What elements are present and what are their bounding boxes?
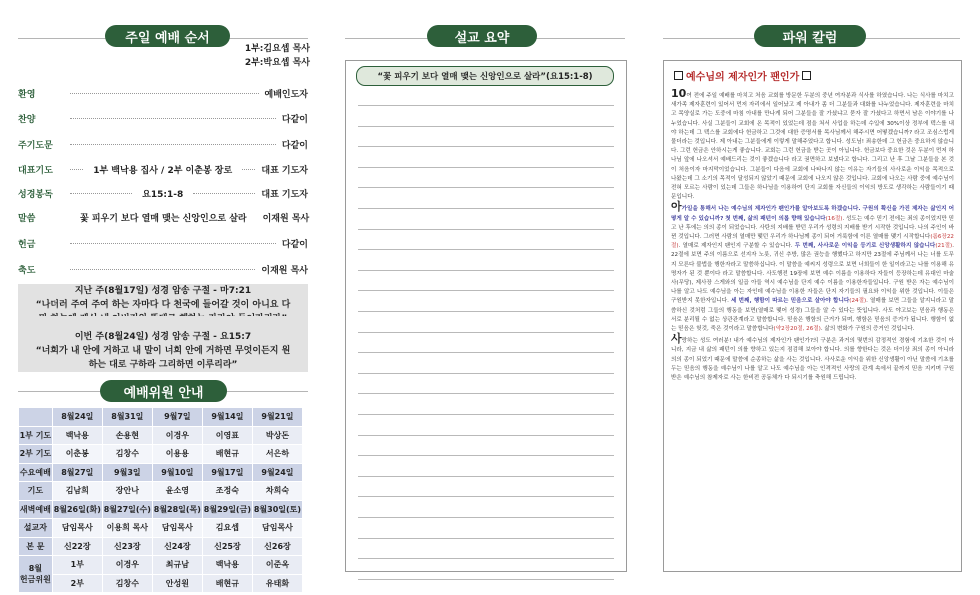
pastor-list [238,42,310,70]
note-line [358,455,614,456]
staff-row [19,463,303,482]
order-label: 성경봉독 [18,189,53,200]
staff-cell: 이용용 [152,445,202,464]
note-line [358,311,614,312]
greeter-role: 8월 헌금위원 [19,556,53,593]
order-leader: 다같이 [281,114,308,125]
note-line [358,105,614,106]
staff-cell: 조정숙 [202,482,252,501]
staff-table [18,407,303,593]
staff-cell: 9월7일 [152,408,202,427]
staff-cell: 9월14일 [202,408,252,427]
memory-verse-text: “너희가 내 안에 거하고 내 말이 너희 안에 거하면 무엇이든지 원하는 대로 구하라 그리하면 이루리라” [35,346,291,370]
order-leader: 다같이 [281,140,308,151]
staff-cell: 차희숙 [252,482,302,501]
scripture-ref: (21절) [935,243,953,250]
worship-order-row [18,162,308,176]
staff-cell: 8월27일(수) [102,500,152,519]
dot-leader [242,169,255,170]
note-line [358,373,614,374]
memory-verse-last-week [18,284,308,316]
column-heading [671,68,814,83]
staff-cell: 이경우 [152,426,202,445]
paragraph-text: . 열매로 제자인지 팬인지 구분할 수 있습니다. [678,243,795,250]
column-paragraph [671,334,954,383]
staff-cell: 1부 기도 [19,426,53,445]
note-line [358,290,614,291]
order-detail: 요15:1-8 [142,189,184,200]
dot-leader [193,193,255,194]
column-paragraph [671,89,954,202]
drop-cap: 아 [671,200,682,214]
note-line [358,435,614,436]
staff-cell: 설교자 [19,519,53,538]
staff-cell: 8월27일 [52,463,102,482]
staff-cell: 신22장 [52,537,102,556]
note-line [358,558,614,559]
staff-cell: 손용현 [102,426,152,445]
worship-order-row [18,86,308,100]
paragraph-text: . 열매를 보면 그들을 알지니라고 말씀하신 것처럼 그들의 행동을 보면(열매로 맺어 성경) 그들을 알 수 있다는 뜻입니다. 사도 야고보는 믿음과 행동은 서로 분리될 수 없는 상관관계라고 말씀합니다. 믿음은 행함의 근거가 되며, 행함은 믿음의 증거가 됩니다. 행함이 없는 믿음은 헛것, 죽은 것이라고 말씀합니다 [671,298,954,333]
staff-cell: 유태화 [252,574,302,593]
staff-cell: 장안나 [102,482,152,501]
staff-cell: 서은하 [252,445,302,464]
note-line [358,208,614,209]
staff-cell: 8월24일 [52,408,102,427]
order-label: 말씀 [18,213,36,224]
staff-cell: 김남희 [52,482,102,501]
staff-cell: 9월21일 [252,408,302,427]
staff-cell: 8월30일(토) [252,500,302,519]
staff-cell: 담임목사 [152,519,202,538]
column-article [663,60,962,572]
order-label: 찬양 [18,114,36,125]
staff-row [19,426,303,445]
staff-cell: 신26장 [252,537,302,556]
staff-cell: 2부 [52,574,102,593]
highlight-text: 두 번째, 사사로운 이익을 등기로 신앙생활하지 않습니다 [794,243,936,250]
note-line [358,538,614,539]
square-bullet-icon [802,71,811,80]
staff-cell: 백낙용 [202,556,252,575]
staff-cell: 김창수 [102,445,152,464]
staff-cell: 기도 [19,482,53,501]
staff-row [19,574,303,593]
staff-cell: 담임목사 [52,519,102,538]
memory-verse-heading: 이번 주(8월24일) 성경 암송 구절 - 요15:7 [74,332,252,342]
highlight-text: 가일을 통해서 나는 예수님의 제자인가 팬인가를 알아보도록 하겠습니다. 구원의 확신을 가진 제자는 삶인지 어떻게 알 수 있습니까? 첫 번째, 삶의 패턴이 의롭 향해 있습니다 [671,206,954,222]
staff-cell: 8월28일(목) [152,500,202,519]
order-label: 대표기도 [18,165,53,176]
staff-cell: 1부 [52,556,102,575]
order-label: 축도 [18,265,36,276]
sermon-title: 설교 요약 [427,25,537,47]
sermon-notes-box [345,60,627,572]
staff-cell: 이경우 [102,556,152,575]
column-heading-text: 예수님의 제자인가 팬인가 [686,72,800,83]
order-detail: 1부 백낙용 집사 / 2부 이춘봉 장로 [93,165,233,176]
note-line [358,229,614,230]
staff-cell: 담임목사 [252,519,302,538]
memory-verse-spacer [18,316,308,330]
dot-leader [70,144,276,145]
dot-leader [70,169,83,170]
column-body [671,89,954,383]
worship-order-row [18,236,308,250]
memory-verse-text: “나더러 주여 주여 하는 자마다 다 천국에 들어갈 것이 아니요 다 [35,300,291,310]
order-label: 환영 [18,89,36,100]
order-leader: 대표 기도자 [261,189,308,200]
worship-order-row [18,186,308,200]
order-leader: 대표 기도자 [261,165,308,176]
square-bullet-icon [674,71,683,80]
staff-row [19,500,303,519]
order-leader: 이재원 목사 [261,265,308,276]
drop-cap: 사 [671,332,682,346]
staff-row [19,556,303,575]
staff-cell: 배현규 [202,445,252,464]
note-line [358,496,614,497]
dot-leader [70,243,276,244]
staff-cell: 9월3일 [102,463,152,482]
note-line [358,270,614,271]
staff-cell: 신25장 [202,537,252,556]
memory-verse-this-week [18,330,308,372]
dot-leader [70,93,259,94]
order-label: 주기도문 [18,140,53,151]
scripture-ref: (약2장20절, 26절) [773,326,821,333]
staff-cell: 본 문 [19,537,53,556]
staff-cell: 신24장 [152,537,202,556]
dot-leader [70,193,132,194]
note-line [358,249,614,250]
note-line [358,146,614,147]
worship-order-row [18,210,308,224]
order-leader: 다같이 [281,239,308,250]
staff-corner [19,408,53,427]
paragraph-text: 여 전에 주일 예배를 마치고 처음 교회를 방문한 두분의 중년 여자분과 식사를 하였습니다. 나는 식사를 마치고 새가족 제자훈련이 있어서 먼저 자리에서 일어났고 제 아내가 좀 더 그분들과 대화를 나누었습니다. 제자훈련을 마치고 목양실로 가는 도중에 마침 아내를 만나게 되어 그분들을 잘 가셨냐고 묻자 잘 가셨다고 하면서 남은 이야기를 나누었습니다. 사실 그분들이 교회에 온 목적이 있었는데 점을 쳐서 사업을 하는데 수입에 30%이상 정부에 텍스를 내야 하는데 그 텍스를 교회에다 헌금하고 그것에 대한 증명서를 목사님께서 해주시면 어떻겠습니까? 라고 조심스럽게 물더라는 것입니다. 제 아내는 그분들에게 이렇게 말해주었다고 합니다. 성도님! 죄송한데 그 헌금은 중요하지 않습니다. 그런 헌금은 안하시는게 좋습니다. 교회는 그런 헌금을 받는 곳이 아닙니다. 헌금보다 중요한 것은 두분이 먼저 하나님 앞에 나오셔서 예배드리는 것이 좋겠습니다 라고 권면하고 보냈다고 합니다. 그리고 난 후 그날 그분들을 본 것이 처음이자 마지막이었습니다. 그분들이 다음에 교회에 나타나지 않는 이유는 자기들의 사사로운 이익을 목적으로 나왔는데 그 소기의 목적이 달성되지 않았기 때문에 교회에 나오지 않은 것입니다. 교회에 나오는 사람 중에 예수님이 전혀 모르는 사람이 있는데 그들은 하나님을 이용하여 단지 교회를 자신들의 이익의 방도로 생각하는 사람들이기 때문입니다. [671,93,955,201]
note-line [358,476,614,477]
staff-cell: 배현규 [202,574,252,593]
staff-row [19,519,303,538]
staff-cell: 이용희 목사 [102,519,152,538]
staff-cell: 이춘봉 [52,445,102,464]
note-line [358,126,614,127]
note-line [358,414,614,415]
scripture-ref: (롬6장22절) [671,234,954,250]
staff-cell: 8월31일 [102,408,152,427]
staff-cell: 최규남 [152,556,202,575]
order-leader: 예배인도자 [264,89,308,100]
note-line [358,517,614,518]
paragraph-text: 랑하는 성도 여러분! 내가 예수님의 제자인가 팬인가?의 구분은 과거의 몇번의 감정적인 경험에 기초한 것이 아니라, 지금 내 삶의 패턴이 의를 향하고 있는지 점검해 보아야 합니다. 의를 향한다는 것은 더이상 죄의 종이 아니라 의의 종이 되었기 때문에 말씀에 순종하는 삶을 사는 것입니다. 사사로운 이익을 위한 신앙생활이 아닌 말씀에 기초를 두는 믿음의 행동을 예수님이 나를 알고 나도 예수님을 아는 인격적인 사랑의 관계 속에서 끝까지 믿음 지키며 구원 받은 예수님의 참제자로 사는 한비전 공동체가 다 되시기를 축원해 드립니다. [671,338,954,382]
column-paragraph [671,202,954,334]
note-line [358,352,614,353]
scripture-ref: (24절) [849,298,867,305]
staff-cell: 수요예배 [19,463,53,482]
worship-title: 주일 예배 순서 [105,25,230,47]
staff-cell: 안성원 [152,574,202,593]
staff-row [19,537,303,556]
order-label: 헌금 [18,239,36,250]
paragraph-text: . 삶의 변화가 구원의 증거인 것입니다. [820,326,915,333]
staff-cell: 윤소영 [152,482,202,501]
staff-cell: 9월10일 [152,463,202,482]
pastor-1: 1부:김요셉 목사 [244,44,310,54]
dot-leader [70,118,276,119]
pastor-2: 2부:박요셉 목사 [244,58,310,68]
staff-cell: 백낙용 [52,426,102,445]
order-leader: 이재원 목사 [262,213,310,224]
staff-title: 예배위원 안내 [100,380,227,402]
staff-cell: 김요셉 [202,519,252,538]
dot-leader [70,269,255,270]
note-line [358,167,614,168]
staff-cell: 이준옥 [252,556,302,575]
note-line [358,332,614,333]
order-detail: 꽃 피우기 보다 열매 맺는 신앙인으로 살라 [80,213,247,224]
staff-cell: 새벽예배 [19,500,53,519]
worship-order-row [18,137,308,151]
note-line [358,187,614,188]
staff-cell: 8월29일(금) [202,500,252,519]
highlight-text: 세 번째, 행함이 따르는 믿음으로 살아야 합니다 [730,298,850,305]
staff-cell: 이영표 [202,426,252,445]
paragraph-text: . 22절에 보면 주의 이름으로 선지자 노릇, 귀신 추방, 많은 권능을 행했다고 하지만 23절에 주님께서 나는 너를 도무지 모른다 불법을 행한자라고 말씀하십니다. 이 말씀을 예씨지 성령으로 보면 너희들이 한 일이라고는 나를 이용해 유명자가 된 것 뿐이다 라고 말씀합니다. 사도행전 19장에 보면 예수 이름을 이용하다 자들이 등장하는데 유대인 마술사(무당), 제사장 스게와의 일곱 아들 역시 예수님을 단지 예수 이름을 이용한자들입니다. 구원 받은 자는 예수님이 나를 알고 나도 예수님을 아는 자인데 예수님을 이용한 자들은 단지 자기들의 필요와 이익을 위한 것입니다. 이들은 구원받지 못한자입니다. [671,243,954,305]
worship-order-row [18,262,308,276]
drop-cap: 10 [671,87,687,100]
memory-verse-heading: 지난 주(8월17일) 성경 암송 구절 - 마7:21 [74,286,252,296]
sermon-subtitle: “꽃 피우기 보다 열매 맺는 신앙인으로 살라”(요15:1-8) [356,66,614,86]
column-title: 파워 칼럼 [754,25,866,47]
staff-cell: 박상돈 [252,426,302,445]
worship-order-row [18,111,308,125]
scripture-ref: (16절) [825,215,843,222]
staff-cell: 김창수 [102,574,152,593]
staff-row [19,445,303,464]
staff-cell: 9월24일 [252,463,302,482]
staff-row [19,408,303,427]
paragraph-text: . 성도는 예수 믿기 전에는 죄의 종이었지만 믿고 난 후에는 의의 종이 되었습니다. 사탄의 지배를 받던 우리가 성령의 지배를 받기 시작한 것입니다. 나의 주인이 바뀐 것입니다. 그러면 사람의 열매만 맺던 우리가 하나님께 종이 되어 거룩함에 이른 열매를 맺기 시작합니다 [671,215,954,241]
staff-cell: 2부 기도 [19,445,53,464]
staff-row [19,482,303,501]
staff-cell: 신23장 [102,537,152,556]
staff-cell: 8월26일(화) [52,500,102,519]
note-line [358,579,614,580]
note-line [358,393,614,394]
staff-cell: 9월17일 [202,463,252,482]
